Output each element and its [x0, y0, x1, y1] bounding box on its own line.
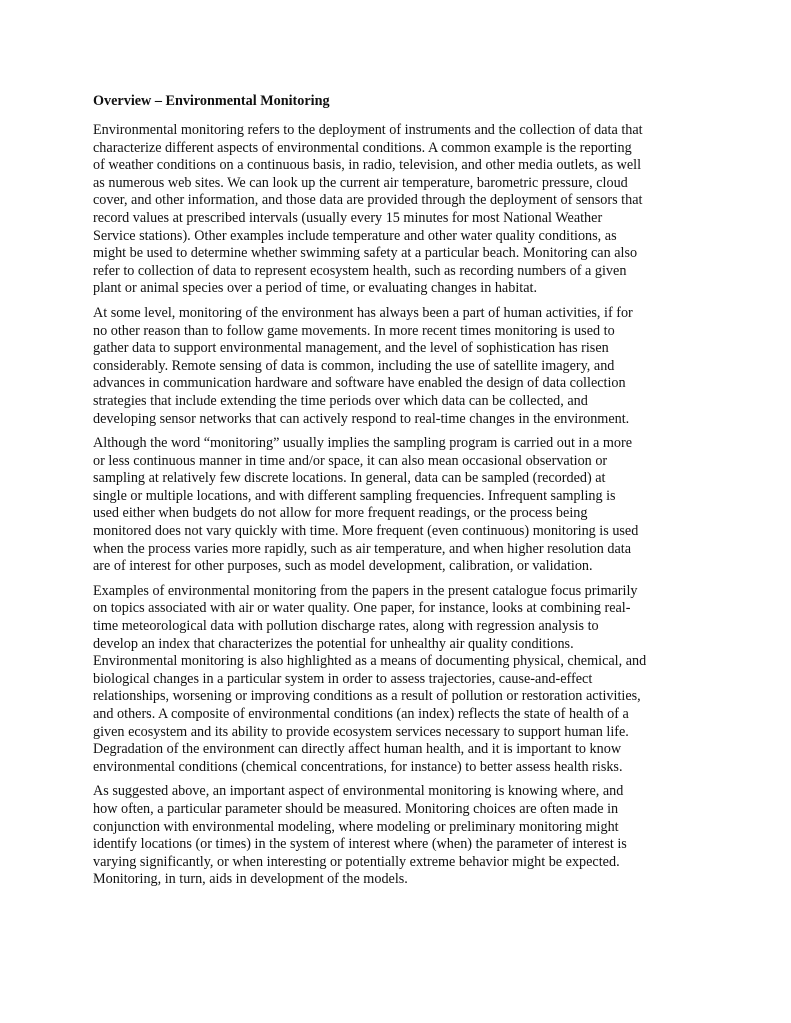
paragraph-4 — [93, 583, 705, 777]
paragraph-line: strategies that include extending the time periods over which data can be collected, and — [93, 392, 588, 409]
paragraph-line: considerably. Remote sensing of data is common, including the use of satellite imagery, and — [93, 357, 615, 374]
paragraph-line: biological changes in a particular system in order to assess trajectories, cause-and-effect — [93, 670, 593, 687]
paragraph-line: advances in communication hardware and software have enabled the design of data collection — [93, 375, 626, 392]
paragraph-line: environmental conditions (chemical concentrations, for instance) to better assess health risks. — [93, 758, 623, 775]
paragraph-line: as numerous web sites. We can look up the current air temperature, barometric pressure, cloud — [93, 174, 628, 191]
paragraph-line: As suggested above, an important aspect of environmental monitoring is knowing where, and — [93, 783, 624, 800]
paragraph-line: At some level, monitoring of the environment has always been a part of human activities, if for — [93, 304, 633, 321]
paragraph-line: and others. A composite of environmental conditions (an index) reflects the state of health of a — [93, 706, 629, 722]
document-title: Overview – Environmental Monitoring — [93, 93, 330, 109]
paragraph-line: single or multiple locations, and with different sampling frequencies. Infrequent sampling is — [93, 487, 616, 504]
paragraph-2 — [93, 305, 705, 428]
paragraph-line: gather data to support environmental management, and the level of sophistication has risen — [93, 340, 609, 357]
paragraph-line: or less continuous manner in time and/or space, it can also mean occasional observation or — [93, 452, 608, 469]
paragraph-line: no other reason than to follow game movements. In more recent times monitoring is used to — [93, 322, 615, 339]
paragraph-line: might be used to determine whether swimming safety at a particular beach. Monitoring can also — [93, 245, 638, 262]
paragraph-line: Monitoring, in turn, aids in development of the models. — [93, 871, 408, 888]
paragraph-line: Although the word “monitoring” usually implies the sampling program is carried out in a more — [93, 435, 633, 452]
paragraph-1 — [93, 122, 705, 298]
paragraph-line: monitored does not vary quickly with time. More frequent (even continuous) monitoring is used — [93, 523, 639, 540]
paragraph-line: Degradation of the environment can directly affect human health, and it is important to know — [93, 741, 622, 758]
paragraph-line: characterize different aspects of environmental conditions. A common example is the reporting — [93, 139, 632, 156]
paragraph-line: how often, a particular parameter should be measured. Monitoring choices are often made in — [93, 800, 619, 817]
paragraph-line: relationships, worsening or improving conditions as a result of pollution or restoration activities, — [93, 688, 641, 705]
paragraph-line: on topics associated with air or water quality. One paper, for instance, looks at combining real- — [93, 600, 631, 617]
paragraph-line: identify locations (or times) in the system of interest where (when) the parameter of interest is — [93, 836, 627, 853]
paragraph-line: given ecosystem and its ability to provide ecosystem services necessary to support human life. — [93, 723, 629, 740]
paragraph-line: Environmental monitoring is also highlighted as a means of documenting physical, chemical, and — [93, 653, 647, 670]
paragraph-line: conjunction with environmental modeling, where modeling or preliminary monitoring might — [93, 818, 619, 835]
paragraph-5 — [93, 783, 705, 889]
paragraph-line: Service stations). Other examples include temperature and other water quality conditions, as — [93, 227, 617, 244]
paragraph-line: plant or animal species over a period of time, or evaluating changes in habitat. — [93, 280, 537, 297]
paragraph-line: used either when budgets do not allow for more frequent readings, or the process being — [93, 505, 588, 522]
paragraph-line: developing sensor networks that can actively respond to real-time changes in the environment. — [93, 410, 630, 427]
paragraph-line: record values at prescribed intervals (usually every 15 minutes for most National Weather — [93, 209, 603, 226]
paragraph-line: of weather conditions on a continuous basis, in radio, television, and other media outlets, as well — [93, 157, 642, 174]
paragraph-line: when the process varies more rapidly, such as air temperature, and when higher resolution data — [93, 540, 632, 557]
paragraph-line: cover, and other information, and those data are provided through the deployment of sensors that — [93, 192, 643, 209]
document-page — [93, 92, 705, 896]
paragraph-line: are of interest for other purposes, such as model development, calibration, or validation. — [93, 558, 593, 575]
paragraph-line: varying significantly, or when interesting or potentially extreme behavior might be expected. — [93, 853, 620, 870]
paragraph-line: develop an index that characterizes the potential for unhealthy air quality conditions. — [93, 635, 574, 652]
paragraph-line: Environmental monitoring refers to the deployment of instruments and the collection of data that — [93, 122, 643, 138]
paragraph-line: Examples of environmental monitoring from the papers in the present catalogue focus primarily — [93, 582, 638, 599]
paragraph-line: time meteorological data with pollution discharge rates, along with regression analysis to — [93, 618, 599, 635]
paragraph-line: sampling at relatively few discrete locations. In general, data can be sampled (recorded) at — [93, 470, 606, 487]
paragraph-line: refer to collection of data to represent ecosystem health, such as recording numbers of a given — [93, 262, 627, 279]
paragraph-3 — [93, 435, 705, 576]
